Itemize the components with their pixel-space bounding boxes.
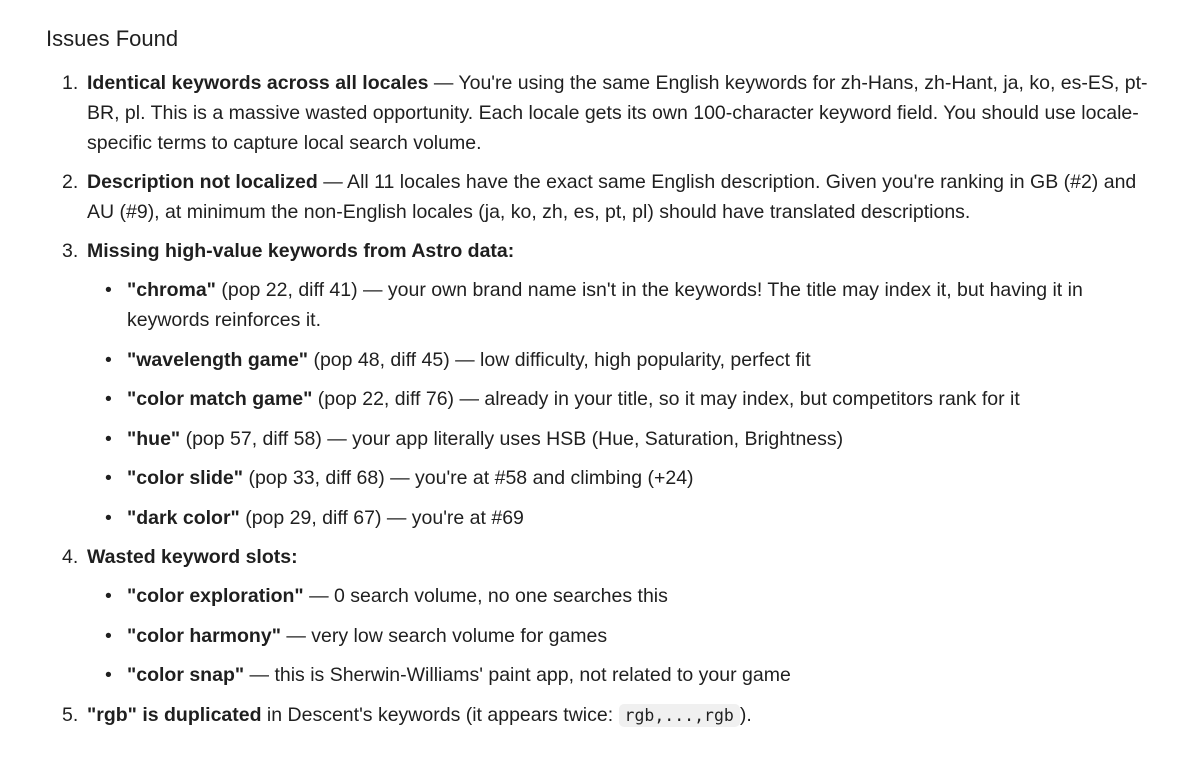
keyword-term: "color slide": [127, 467, 244, 489]
keyword-term: "chroma": [127, 279, 216, 301]
issue-title: "rgb" is duplicated: [87, 703, 262, 726]
issue-item-4: [46, 542, 1156, 690]
list-item: [87, 621, 1156, 651]
list-item: [87, 660, 1156, 690]
keyword-note: — 0 search volume, no one searches this: [303, 585, 668, 607]
keyword-note: (pop 33, diff 68) — you're at #58 and climbing (+24): [243, 467, 694, 489]
issue-title: Missing high-value keywords from Astro data:: [87, 240, 515, 262]
bullet-icon: •: [105, 506, 112, 529]
bullet-icon: •: [105, 585, 112, 607]
keyword-term: "color match game": [127, 388, 313, 410]
issue-number: 5.: [62, 703, 79, 726]
issue-item-1: [46, 68, 1156, 158]
inline-code: rgb,...,rgb: [619, 704, 740, 727]
keyword-term: "color exploration": [127, 585, 304, 607]
list-item: [87, 275, 1156, 335]
bullet-icon: •: [105, 427, 112, 450]
document: [46, 24, 1156, 740]
keyword-note: — very low search volume for games: [280, 624, 608, 647]
list-item: [87, 384, 1156, 414]
issue-title: Wasted keyword slots:: [87, 546, 298, 568]
keyword-term: "wavelength game": [127, 348, 309, 371]
issue-number: 3.: [62, 240, 79, 262]
keyword-term: "hue": [127, 427, 181, 450]
list-item: [87, 345, 1156, 375]
issue-title: Description not localized: [87, 171, 318, 193]
bullet-icon: •: [105, 467, 112, 489]
list-item: [87, 463, 1156, 493]
bullet-icon: •: [105, 279, 112, 301]
keyword-note: (pop 29, diff 67) — you're at #69: [239, 506, 524, 529]
issue-item-5: [46, 700, 1156, 731]
issue-number: 2.: [62, 171, 79, 193]
issue-title: Identical keywords across all locales: [87, 72, 429, 94]
issue-item-2: [46, 167, 1156, 227]
issues-list: [46, 68, 1156, 731]
keyword-note: (pop 57, diff 58) — your app literally uses HSB (Hue, Saturation, Brightness): [180, 427, 844, 450]
keyword-list: [87, 275, 1156, 533]
issue-number: 4.: [62, 546, 79, 568]
list-item: [87, 503, 1156, 533]
keyword-note: (pop 48, diff 45) — low difficulty, high popularity, perfect fit: [308, 348, 811, 371]
bullet-icon: •: [105, 348, 112, 371]
bullet-icon: •: [105, 388, 112, 410]
list-item: [87, 424, 1156, 454]
issue-text-tail: ).: [739, 703, 752, 726]
list-item: [87, 581, 1156, 611]
bullet-icon: •: [105, 664, 112, 686]
keyword-term: "dark color": [127, 506, 240, 529]
issue-number: 1.: [62, 72, 79, 94]
keyword-note: (pop 22, diff 76) — already in your title, so it may index, but competitors rank for it: [312, 388, 1020, 410]
keyword-term: "color snap": [127, 664, 245, 686]
keyword-note: — this is Sherwin-Williams' paint app, not related to your game: [244, 664, 791, 686]
issue-text: in Descent's keywords (it appears twice:: [261, 703, 619, 726]
keyword-note: (pop 22, diff 41) — your own brand name isn't in the keywords! The title may index it, but having it in keywords reinforces it.: [127, 279, 1083, 331]
issue-item-3: [46, 236, 1156, 533]
issue-text: — You're using the same English keywords for zh-Hans, zh-Hant, ja, ko, es-ES, pt-BR, pl. This is a massive wasted opportunity. Each locale gets its own 100-character keyword field. You should use locale-specific terms to capture local search volume.: [87, 72, 1148, 154]
issue-text: — All 11 locales have the exact same English description. Given you're ranking in GB (#2) and AU (#9), at minimum the non-English locales (ja, ko, zh, es, pt, pl) should have translated descriptions.: [87, 171, 1137, 223]
keyword-list: [87, 581, 1156, 690]
keyword-term: "color harmony": [127, 624, 281, 647]
section-heading: Issues Found: [46, 26, 179, 51]
bullet-icon: •: [105, 624, 112, 647]
